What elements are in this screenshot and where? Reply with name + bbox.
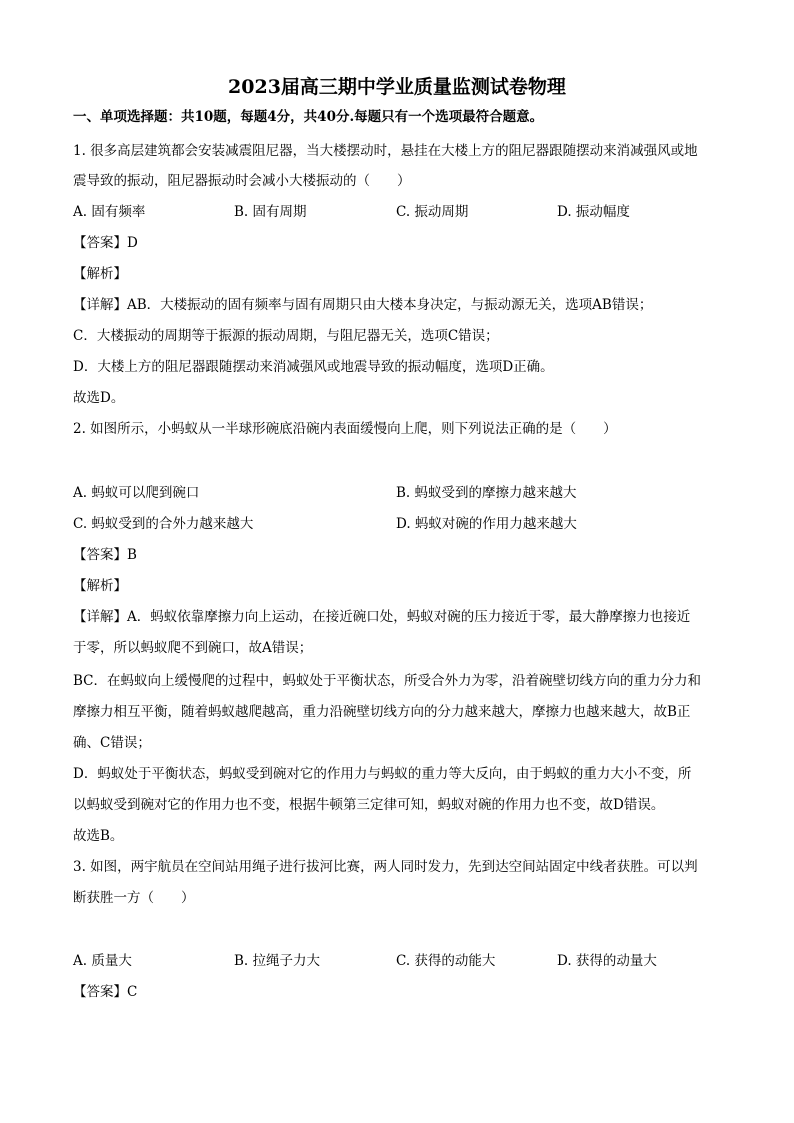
q2-option-d: D. 蚂蚁对碗的作用力越来越大 (396, 516, 577, 532)
q2-option-c: C. 蚂蚁受到的合外力越来越大 (73, 516, 254, 532)
q2-detail-line4: 摩擦力相互平衡，随着蚂蚁越爬越高，重力沿碗壁切线方向的分力越来越大，摩擦力也越来越大，故B正 (73, 704, 691, 720)
exam-title: 2023届高三期中学业质量监测试卷物理 (228, 76, 566, 98)
q2-detail-line7: 以蚂蚁受到碗对它的作用力也不变，根据牛顿第三定律可知，蚂蚁对碗的作用力也不变，故D错误。 (73, 797, 665, 813)
q3-stem-line2: 断获胜一方（ ） (73, 890, 195, 906)
q2-detail-line1: 【详解】A．蚂蚁依靠摩擦力向上运动，在接近碗口处，蚂蚁对碗的压力接近于零，最大静摩擦力也接近 (73, 609, 691, 625)
q3-option-c: C. 获得的动能大 (396, 953, 496, 969)
q1-option-b: B. 固有周期 (234, 204, 307, 220)
q3-stem-line1: 3. 如图，两宇航员在空间站用绳子进行拔河比赛，两人同时发力，先到达空间站固定中线者获胜。可以判 (73, 859, 698, 875)
q2-option-b: B. 蚂蚁受到的摩擦力越来越大 (396, 485, 577, 501)
q1-option-c: C. 振动周期 (396, 204, 469, 220)
q3-option-b: B. 拉绳子力大 (234, 953, 321, 969)
q1-option-d: D. 振动幅度 (557, 204, 630, 220)
q1-analysis-label: 【解析】 (73, 266, 127, 282)
q2-analysis-label: 【解析】 (73, 578, 127, 594)
q1-stem-line2: 震导致的振动，阻尼器振动时会减小大楼振动的（ ） (73, 173, 411, 189)
q1-answer: 【答案】D (73, 235, 138, 251)
q2-option-a: A. 蚂蚁可以爬到碗口 (73, 485, 200, 501)
q2-conclusion: 故选B。 (73, 828, 124, 844)
q2-stem: 2. 如图所示，小蚂蚁从一半球形碗底沿碗内表面缓慢向上爬，则下列说法正确的是（ ） (73, 421, 617, 437)
q2-detail-line5: 确、C错误； (73, 735, 151, 751)
q2-detail-line6: D．蚂蚁处于平衡状态，蚂蚁受到碗对它的作用力与蚂蚁的重力等大反向，由于蚂蚁的重力大小不变，所 (73, 766, 692, 782)
q1-stem-line1: 1. 很多高层建筑都会安装减震阻尼器，当大楼摆动时，悬挂在大楼上方的阻尼器跟随摆动来消减强风或地 (73, 143, 698, 159)
q1-option-a: A. 固有频率 (73, 204, 146, 220)
q1-detail-line1: 【详解】AB．大楼振动的固有频率与固有周期只由大楼本身决定，与振动源无关，选项AB错误； (73, 297, 653, 313)
q1-conclusion: 故选D。 (73, 390, 125, 406)
q1-detail-line2: C．大楼振动的周期等于振源的振动周期，与阻尼器无关，选项C错误； (73, 328, 499, 344)
q2-detail-line2: 于零，所以蚂蚁爬不到碗口，故A错误； (73, 640, 313, 656)
q3-option-a: A. 质量大 (73, 953, 132, 969)
q2-detail-line3: BC．在蚂蚁向上缓慢爬的过程中，蚂蚁处于平衡状态，所受合外力为零，沿着碗壁切线方向的重力分力和 (73, 673, 701, 689)
q3-option-d: D. 获得的动量大 (557, 953, 657, 969)
section-heading: 一、单项选择题：共10题，每题4分，共40分.每题只有一个选项最符合题意。 (73, 109, 544, 125)
q1-detail-line3: D．大楼上方的阻尼器跟随摆动来消减强风或地震导致的振动幅度，选项D正确。 (73, 359, 554, 375)
q3-answer: 【答案】C (73, 984, 138, 1000)
q2-answer: 【答案】B (73, 547, 137, 563)
